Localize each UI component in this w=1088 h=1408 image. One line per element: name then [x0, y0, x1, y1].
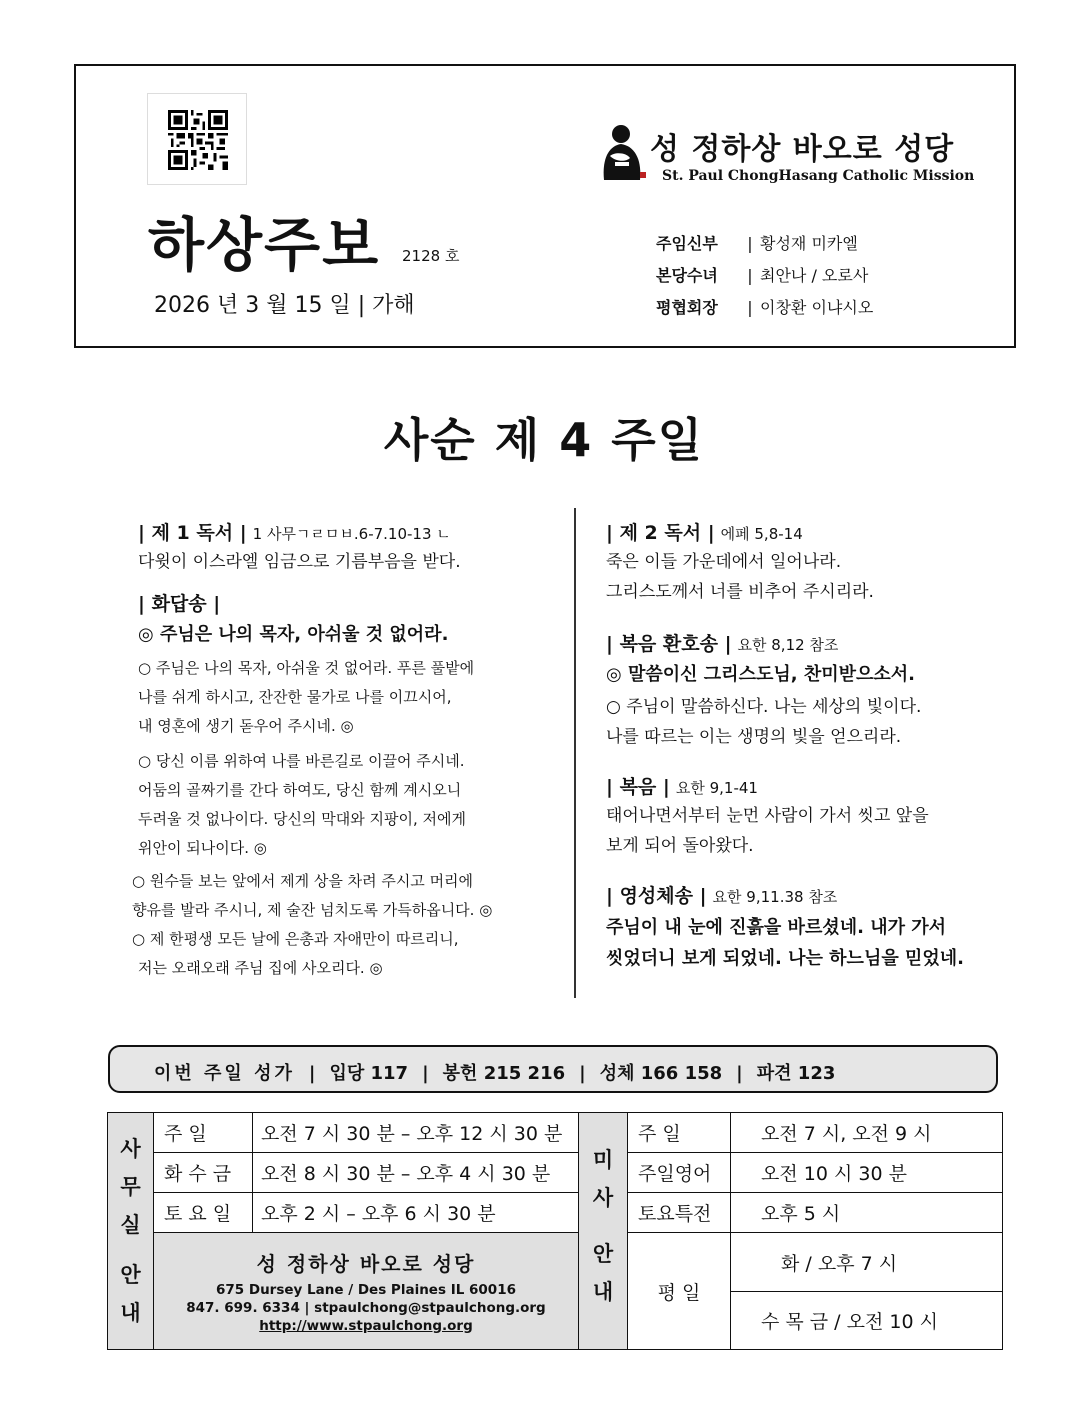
- acclamation-response: ◎ 말씀이신 그리스도님, 찬미받으소서.: [606, 664, 916, 685]
- label-char: 실: [120, 1213, 141, 1237]
- office-hours: 오전 8 시 30 분 – 오후 4 시 30 분: [252, 1152, 579, 1193]
- first-reading-heading: | 제 1 독서 | 1 사무ㄱㄹㅁㅂ.6-7.10-13 ㄴ: [138, 522, 451, 544]
- office-day: 주 일: [153, 1112, 253, 1153]
- mass-weekday-time: 수 목 금 / 오전 10 시: [730, 1291, 1003, 1350]
- second-reading-line: 죽은 이들 가운데에서 일어나라.: [606, 552, 842, 572]
- psalm-verse: [138, 654, 568, 741]
- mass-time: 오전 7 시, 오전 9 시: [730, 1112, 1003, 1153]
- acclamation-line: ○ 주님이 말씀하신다. 나는 세상의 빛이다.: [606, 697, 922, 717]
- office-day: 화 수 금: [153, 1152, 253, 1193]
- first-reading-ref: 1 사무ㄱㄹㅁㅂ.6-7.10-13 ㄴ: [252, 525, 451, 543]
- hymns-bar: [108, 1045, 998, 1093]
- sunday-title: 사순 제 4 주일: [383, 413, 705, 467]
- staff-name: 황성재 미카엘: [760, 234, 858, 253]
- qr-code-icon: [168, 110, 228, 170]
- gospel-ref: 요한 9,1-41: [675, 779, 758, 797]
- hymn-offertory: 봉헌 215 216: [442, 1063, 566, 1084]
- acclamation-ref: 요한 8,12 참조: [737, 636, 839, 654]
- psalm-verse-line: ○ 주님은 나의 목자, 아쉬울 것 없어라. 푸른 풀밭에: [138, 659, 475, 677]
- communion-heading: | 영성체송 | 요한 9,11.38 참조: [606, 885, 838, 907]
- mass-weekday-label: 평 일: [627, 1232, 731, 1350]
- hymn-communion: 성체 166 158: [599, 1063, 723, 1084]
- psalm-verse: [132, 867, 568, 925]
- staff-role: 본당수녀: [656, 266, 718, 285]
- psalm-heading: | 화답송 |: [138, 593, 221, 615]
- separator: |: [747, 234, 753, 253]
- psalm-verse-line: 저는 오래오래 주님 집에 사오리다. ◎: [138, 959, 383, 977]
- staff-role: 평협회장: [656, 298, 718, 317]
- readings-left-column: [132, 518, 568, 983]
- staff-list: [656, 231, 873, 327]
- mass-day: 주일영어: [627, 1152, 731, 1193]
- acclamation-label: 복음 환호송: [619, 633, 718, 655]
- psalm-verse-line: 향유를 발라 주시니, 제 술잔 넘치도록 가득하옵니다. ◎: [132, 901, 493, 919]
- separator: |: [747, 266, 753, 285]
- second-reading-line: 그리스도께서 너를 비추어 주시리라.: [606, 582, 874, 602]
- parish-name-en: St. Paul ChongHasang Catholic Mission: [662, 168, 975, 184]
- psalm-label: 화답송: [151, 593, 207, 615]
- label-char: 내: [120, 1301, 141, 1325]
- gospel-label: 복음: [619, 776, 657, 798]
- separator: |: [422, 1063, 429, 1084]
- parish-website-link[interactable]: http://www.stpaulchong.org: [259, 1317, 473, 1334]
- office-hours: 오후 2 시 – 오후 6 시 30 분: [252, 1192, 579, 1233]
- staff-row: [656, 295, 873, 327]
- first-reading-label: 제 1 독서: [151, 522, 234, 544]
- acclamation-line: 나를 따르는 이는 생명의 빛을 얻으리라.: [606, 727, 902, 747]
- psalm-verse-line: 위안이 되나이다. ◎: [138, 839, 267, 857]
- bulletin-date: 2026 년 3 월 15 일 | 가해: [154, 293, 415, 318]
- separator: |: [736, 1063, 743, 1084]
- communion-label: 영성체송: [619, 885, 693, 907]
- psalm-verse: [132, 925, 568, 983]
- office-info-label: [107, 1112, 154, 1350]
- second-reading-heading: | 제 2 독서 | 에페 5,8-14: [606, 522, 803, 544]
- second-reading-label: 제 2 독서: [619, 522, 702, 544]
- address-street: 675 Dursey Lane / Des Plaines IL 60016: [215, 1281, 516, 1298]
- label-char: 사: [592, 1186, 614, 1210]
- separator: |: [579, 1063, 586, 1084]
- psalm-verse: [138, 747, 568, 863]
- acclamation-heading: | 복음 환호송 | 요한 8,12 참조: [606, 633, 839, 655]
- address-parish-name: 성 정하상 바오로 성당: [256, 1251, 476, 1276]
- mass-time: 오전 10 시 30 분: [730, 1152, 1003, 1193]
- psalm-verse-line: 두려울 것 없나이다. 당신의 막대와 지팡이, 저에게: [138, 810, 466, 828]
- communion-line: 주님이 내 눈에 진흙을 바르셨네. 내가 가서: [606, 917, 947, 938]
- mass-day: 토요특전: [627, 1192, 731, 1233]
- gospel-heading: | 복음 | 요한 9,1-41: [606, 776, 758, 798]
- hymns-label: 이번 주일 성가: [154, 1063, 295, 1084]
- staff-role: 주임신부: [656, 234, 718, 253]
- staff-name: 이창환 이냐시오: [760, 298, 874, 317]
- label-char: 내: [592, 1280, 614, 1304]
- bulletin-title: 하상주보: [148, 211, 381, 279]
- mass-weekday-time: 화 / 오후 7 시: [730, 1232, 1003, 1292]
- parish-logo: [596, 122, 975, 192]
- column-divider: [574, 508, 576, 998]
- saint-portrait-icon: [596, 122, 656, 184]
- parish-name-ko: 성 정하상 바오로 성당: [650, 132, 955, 167]
- hymns-list: [154, 1059, 835, 1085]
- label-char: 미: [592, 1148, 614, 1172]
- qr-code: [147, 93, 247, 185]
- readings-right-column: [606, 518, 1026, 974]
- staff-name: 최안나 / 오로사: [760, 266, 869, 285]
- psalm-verse-line: ○ 원수들 보는 앞에서 제게 상을 차려 주시고 머리에: [132, 872, 474, 890]
- psalm-verse-line: 내 영혼에 생기 돋우어 주시네. ◎: [138, 717, 354, 735]
- label-char: 사: [120, 1137, 141, 1161]
- staff-row: [656, 263, 873, 295]
- schedule-table: [107, 1112, 1003, 1350]
- label-char: 무: [120, 1175, 141, 1199]
- bulletin-header: [74, 64, 1016, 348]
- hymn-recessional: 파견 123: [756, 1063, 836, 1084]
- mass-day: 주 일: [627, 1112, 731, 1153]
- mass-info-label: [578, 1112, 628, 1350]
- gospel-line: 보게 되어 돌아왔다.: [606, 836, 754, 856]
- gospel-line: 태어나면서부터 눈먼 사람이 가서 씻고 앞을: [606, 806, 929, 826]
- communion-ref: 요한 9,11.38 참조: [712, 888, 838, 906]
- separator: |: [747, 298, 753, 317]
- issue-number: 2128 호: [402, 247, 460, 265]
- psalm-verse-line: ○ 제 한평생 모든 날에 은총과 자애만이 따르리니,: [132, 930, 459, 948]
- second-reading-ref: 에페 5,8-14: [720, 525, 803, 543]
- psalm-verse-line: 어둠의 골짜기를 간다 하여도, 당신 함께 계시오니: [138, 781, 462, 799]
- office-day: 토 요 일: [153, 1192, 253, 1233]
- hymn-entrance: 입당 117: [329, 1063, 409, 1084]
- communion-line: 씻었더니 보게 되었네. 나는 하느님을 믿었네.: [606, 948, 964, 969]
- staff-row: [656, 231, 873, 263]
- separator: |: [308, 1063, 316, 1084]
- psalm-response: ◎ 주님은 나의 목자, 아쉬울 것 없어라.: [138, 624, 449, 645]
- psalm-verse-line: 나를 쉬게 하시고, 잔잔한 물가로 나를 이끄시어,: [138, 688, 452, 706]
- first-reading-text: 다윗이 이스라엘 임금으로 기름부음을 받다.: [138, 552, 461, 572]
- parish-address-block: [153, 1232, 579, 1350]
- label-char: 안: [120, 1263, 141, 1287]
- address-contact: 847. 699. 6334 | stpaulchong@stpaulchong.org: [186, 1299, 546, 1316]
- psalm-verse-line: ○ 당신 이름 위하여 나를 바른길로 이끌어 주시네.: [138, 752, 465, 770]
- office-hours: 오전 7 시 30 분 – 오후 12 시 30 분: [252, 1112, 579, 1153]
- mass-time: 오후 5 시: [730, 1192, 1003, 1233]
- label-char: 안: [592, 1242, 614, 1266]
